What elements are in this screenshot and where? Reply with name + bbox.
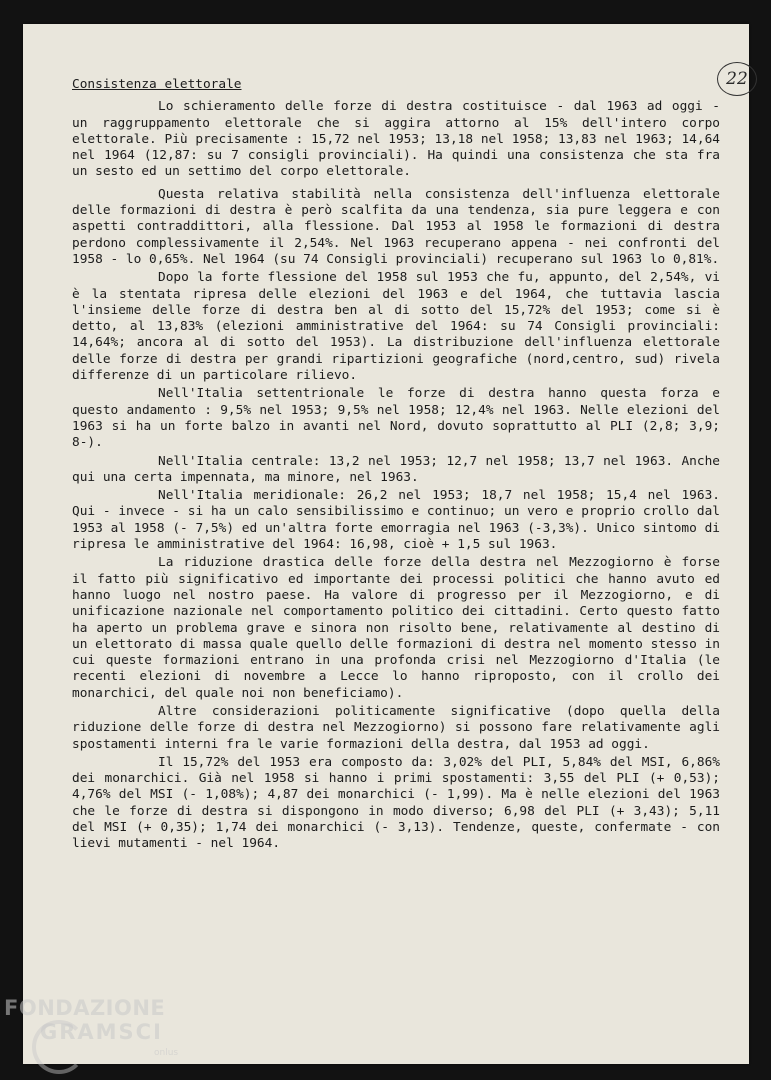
paragraph: Il 15,72% del 1953 era composto da: 3,02% del PLI, 5,84% del MSI, 6,86% dei monarchici. Già nel 1958 si hanno i primi spostamenti: 3,55 del PLI (+ 0,53); 4,76% del MSI (- 1,08%); 4,87 dei monarchici (- 1,99). Ma è nelle elezioni del 1963 che le forze di destra si dispongono in modo diverso; 6,98 del PLI (+ 3,43); 5,11 del MSI (+ 0,35); 1,74 dei monarchici (- 3,13). Tendenze, queste, confermate - con lievi mutamenti - nel 1964. (72, 754, 720, 852)
paragraph: Lo schieramento delle forze di destra costituisce - dal 1963 ad oggi - un raggruppamento elettorale che si aggira attorno al 15% dell'intero corpo elettorale. Più precisamente : 15,72 nel 1953; 13,18 nel 1958; 13,83 nel 1963; 14,64 nel 1964 (12,87: su 7 consigli provinciali). Ha quindi una consistenza che sta fra un sesto ed un settimo del corpo elettorale. (72, 99, 720, 180)
paragraph: La riduzione drastica delle forze della destra nel Mezzogiorno è forse il fatto più significativo ed importante dei processi politici che hanno avuto ed hanno luogo nel nostro paese. Ha valore di progresso per il Mezzogiorno, e di unificazione nazionale nel comportamento politico dei cittadini. Certo questo fatto ha aperto un problema grave e sinora non risolto bene, relativamente al destino di un elettorato di massa quale quello delle formazioni di destra nel momento stesso in cui queste formazioni entrano in una profonda crisi nel Mezzogiorno d'Italia (le recenti elezioni di novembre a Lecce lo hanno riproposto, con il crollo dei monarchici, del quale noi non beneficiamo). (72, 555, 720, 701)
page-number: 22 (717, 62, 757, 96)
watermark-line-2: GRAMSCI (40, 1020, 163, 1044)
paragraph: Nell'Italia meridionale: 26,2 nel 1953; 18,7 nel 1958; 15,4 nel 1963. Qui - invece - si ha un calo sensibilissimo e continuo; un vero e proprio crollo dal 1953 al 1958 (- 7,5%) ed un'altra forte emorragia nel 1963 (-3,3%). Unico sintomo di ripresa le amministrative del 1964: 16,98, cioè + 1,5 sul 1963. (72, 488, 720, 553)
paragraph: Questa relativa stabilità nella consistenza dell'influenza elettorale delle formazioni di destra è però scalfita da una tendenza, sia pure leggera e con aspetti contraddittori, alla flessione. Dal 1953 al 1958 le formazioni di destra perdono complessivamente il 2,54%. Nel 1963 recuperano appena - nei confronti del 1958 - lo 0,65%. Nel 1964 (su 74 Consigli provinciali) recuperano sul 1963 lo 0,81%. (72, 186, 720, 267)
paragraph: Nell'Italia centrale: 13,2 nel 1953; 12,7 nel 1958; 13,7 nel 1963. Anche qui una certa impennata, ma minore, nel 1963. (72, 453, 720, 485)
section-title: Consistenza elettorale (72, 77, 242, 92)
paragraph: Dopo la forte flessione del 1958 sul 1953 che fu, appunto, del 2,54%, vi è la stentata ripresa delle elezioni del 1963 e del 1964, che tuttavia lascia l'insieme delle forze di destra ben al di sotto del 15,72% del 1953; come si è detto, al 13,83% (elezioni amministrative del 1964: su 74 Consigli provinciali: 14,64%; ancora al di sotto del 1953). La distribuzione dell'influenza elettorale delle forze di destra per grandi ripartizioni geografiche (nord,centro, sud) rivela differenze di un particolare rilievo. (72, 270, 720, 384)
watermark-line-1: FONDAZIONE (4, 996, 166, 1020)
document-body (72, 77, 720, 855)
watermark-line-3: onlus (154, 1048, 179, 1058)
paragraph: Nell'Italia settentrionale le forze di destra hanno questa forza e questo andamento : 9,5% nel 1953; 9,5% nel 1958; 12,4% nel 1963. Nelle elezioni del 1963 si ha un forte balzo in avanti nel Nord, dovuto soprattutto al PLI (2,8; 3,9; 8-). (72, 386, 720, 451)
paragraph: Altre considerazioni politicamente significative (dopo quella della riduzione delle forze di destra nel Mezzogiorno) si possono fare relativamente agli spostamenti interni fra le varie formazioni della destra, dal 1953 ad oggi. (72, 703, 720, 752)
fondazione-gramsci-watermark (4, 996, 204, 1076)
